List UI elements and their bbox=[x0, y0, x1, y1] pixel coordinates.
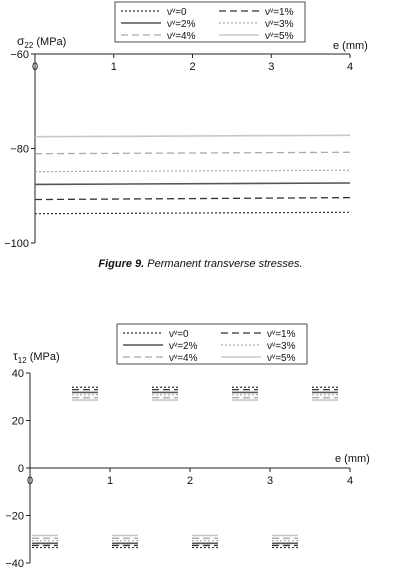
legend-label: νᵛ=2% bbox=[167, 19, 196, 30]
series-line bbox=[35, 170, 350, 171]
legend bbox=[117, 324, 307, 364]
chart-1 bbox=[4, 2, 368, 250]
y-tick-label: −80 bbox=[10, 143, 29, 156]
figure-caption bbox=[0, 258, 401, 270]
caption-label: Figure 9. bbox=[98, 258, 145, 270]
x-tick-label: 3 bbox=[266, 475, 274, 487]
caption-text: Permanent transverse stresses. bbox=[147, 258, 303, 270]
x-tick-label: 3 bbox=[268, 61, 275, 73]
chart-2 bbox=[5, 324, 370, 569]
series-line bbox=[35, 183, 350, 184]
x-tick-label: 4 bbox=[346, 475, 354, 487]
y-tick-label: 0 bbox=[17, 463, 24, 475]
y-tick-label: −60 bbox=[10, 49, 29, 61]
y-axis-label: $\tau_{12}$ (MPa) bbox=[13, 349, 60, 365]
legend-label: νᵛ=1% bbox=[265, 7, 294, 18]
x-tick-label: 2 bbox=[189, 61, 196, 73]
legend-label: νᵛ=5% bbox=[265, 31, 294, 42]
x-tick-label: 0 bbox=[31, 61, 39, 73]
legend-label: νᵛ=5% bbox=[267, 353, 296, 364]
legend-label: νᵛ=0 bbox=[169, 329, 189, 340]
legend-label: νᵛ=4% bbox=[169, 353, 198, 364]
legend-label: νᵛ=3% bbox=[265, 19, 294, 30]
x-axis-label: e (mm) bbox=[335, 453, 370, 465]
x-tick-label: 4 bbox=[346, 61, 354, 73]
y-tick-label: −100 bbox=[4, 238, 29, 250]
series-line bbox=[35, 212, 350, 213]
legend-label: νᵛ=3% bbox=[267, 341, 296, 352]
x-tick-label: 2 bbox=[186, 475, 194, 487]
series-line bbox=[35, 152, 350, 153]
x-tick-label: 1 bbox=[106, 475, 114, 487]
legend-label: νᵛ=2% bbox=[169, 341, 198, 352]
legend-label: νᵛ=4% bbox=[167, 31, 196, 42]
y-tick-label: 20 bbox=[11, 415, 24, 428]
x-tick-label: 1 bbox=[110, 61, 117, 73]
legend-label: νᵛ=0 bbox=[167, 7, 187, 18]
x-tick-label: 0 bbox=[26, 475, 34, 487]
y-tick-label: 40 bbox=[11, 368, 24, 380]
series-line bbox=[35, 135, 350, 136]
legend-label: νᵛ=1% bbox=[267, 329, 296, 340]
y-tick-label: −20 bbox=[5, 510, 24, 523]
x-axis-label: e (mm) bbox=[333, 40, 368, 52]
y-tick-label: −40 bbox=[5, 558, 24, 569]
legend bbox=[115, 2, 305, 42]
y-axis-label: $\sigma_{22}$ (MPa) bbox=[17, 34, 67, 50]
series-line bbox=[35, 198, 350, 200]
